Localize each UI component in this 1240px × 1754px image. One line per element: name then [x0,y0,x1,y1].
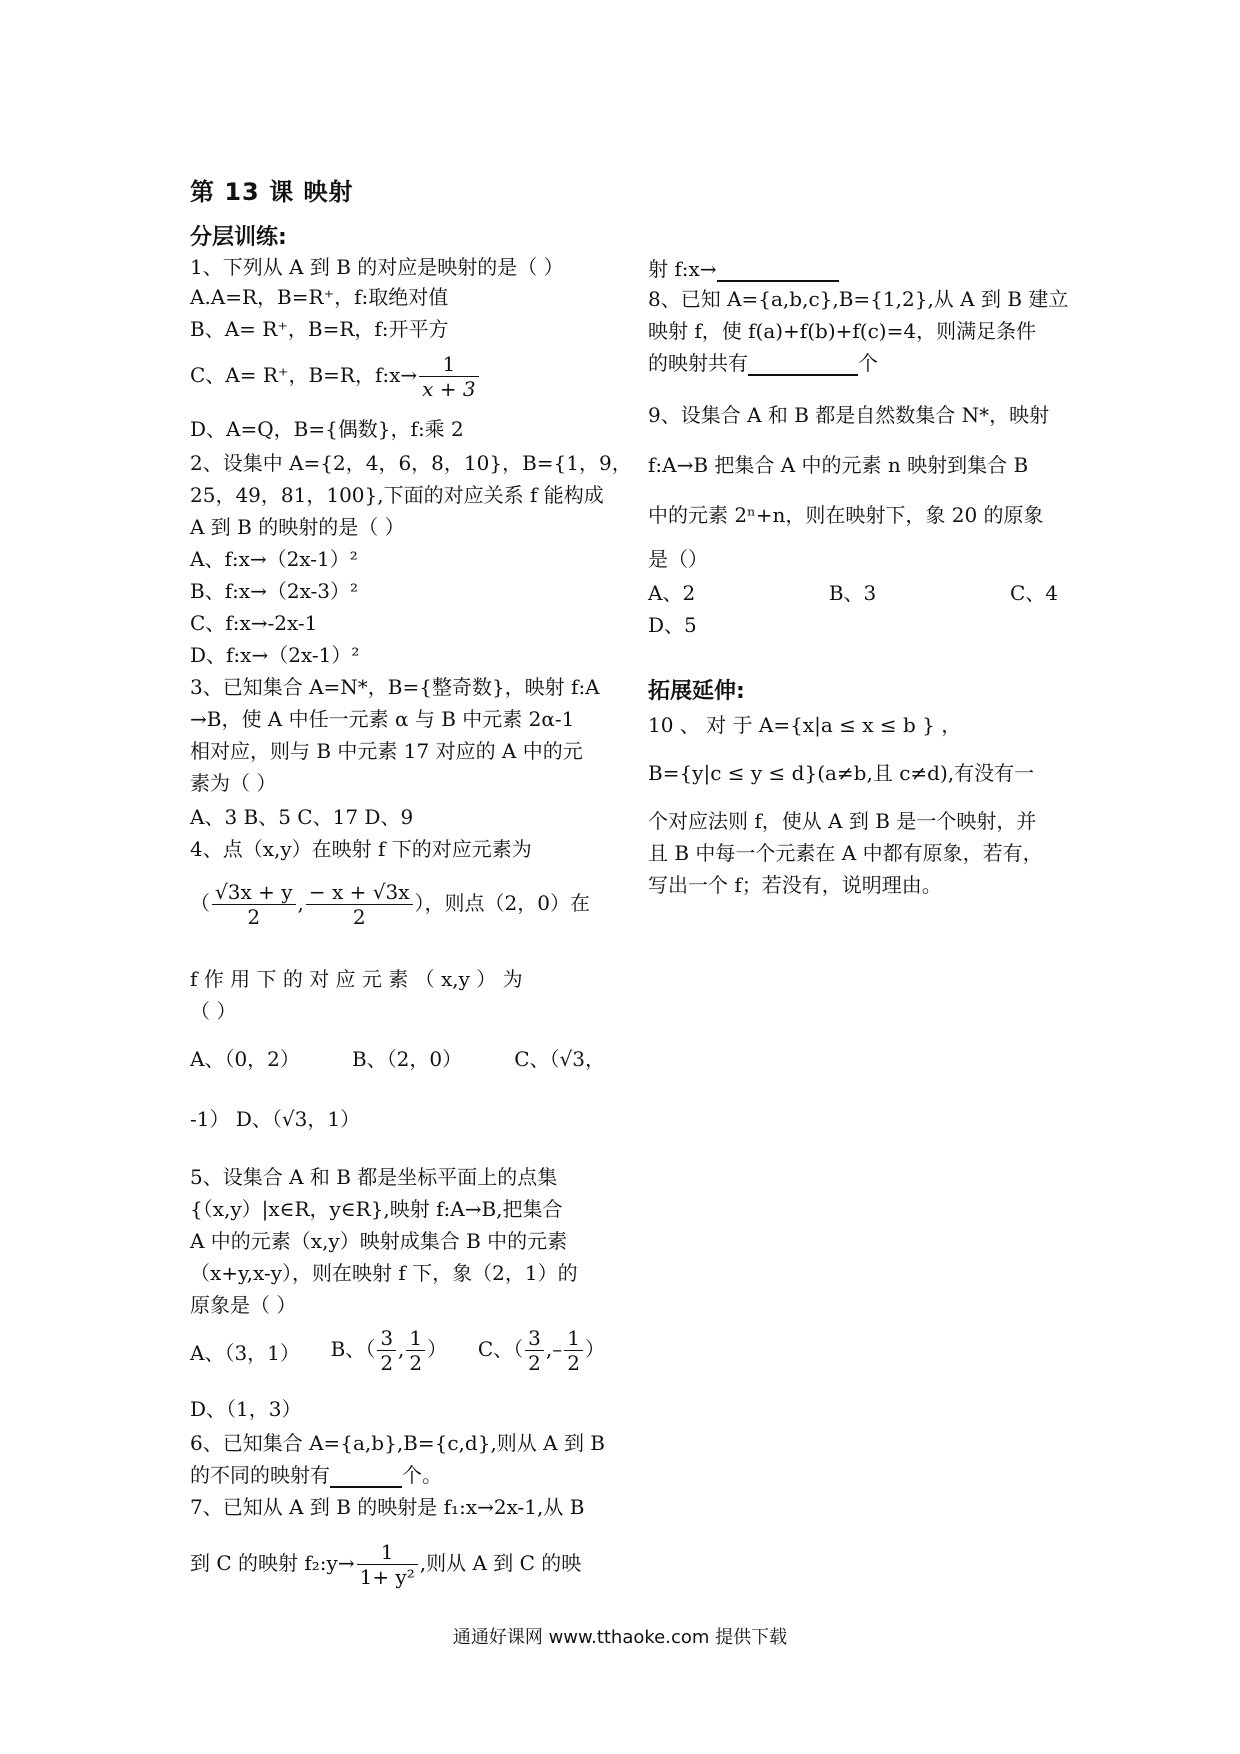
q10-line-4: 且 B 中每一个元素在 A 中都有原象，若有， [648,841,1043,865]
q1-stem: 1、下列从 A 到 B 的对应是映射的是（ ） [190,255,564,279]
q5-option-c-prefix: C、（ [477,1337,524,1361]
q6-answer-blank[interactable] [330,1466,402,1488]
q10-line-5: 写出一个 f；若没有，说明理由。 [648,873,942,897]
q5-option-c-close: ） [584,1337,605,1361]
q5-option-c-frac-1-num: 3 [525,1326,544,1351]
q5-option-a: A、（3，1） [190,1341,300,1365]
q4-option-a: A、（0，2） [190,1047,300,1071]
q3-options: A、3 B、5 C、17 D、9 [190,805,414,829]
q5-line-1: 5、设集合 A 和 B 都是坐标平面上的点集 [190,1165,558,1189]
q10-line-1: 10 、 对 于 A={x|a ≤ x ≤ b } ， [648,713,962,737]
q8-line-3-prefix: 的映射共有 [648,351,748,375]
q7-line-2 [190,1540,581,1589]
q4-options-row [190,1046,605,1072]
q5-options-row [190,1326,605,1380]
q5-option-b-frac-1 [377,1326,396,1375]
q8-answer-blank[interactable] [748,354,858,376]
q5-line-3: A 中的元素（x,y）映射成集合 B 中的元素 [190,1229,568,1253]
q2-line-3: A 到 B 的映射的是（ ） [190,515,405,539]
q5-option-c-frac-2-num: 1 [564,1326,583,1351]
q10-line-2: B={y|c ≤ y ≤ d}(a≠b,且 c≠d),有没有一 [648,761,1035,785]
q5-option-b-frac-2-den: 2 [409,1351,423,1375]
q5-option-b-prefix: B、（ [330,1337,376,1361]
lesson-title: 第 13 课 映射 [190,178,354,206]
q5-option-c-frac-2 [564,1326,583,1375]
q2-option-b: B、f:x→（2x-3）² [190,579,359,603]
q9-line-1: 9、设集合 A 和 B 都是自然数集合 N*，映射 [648,403,1050,427]
q4-fraction-2-den: 2 [352,905,366,929]
section-heading-extension: 拓展延伸: [648,679,745,704]
q1-option-c-prefix: C、A= R⁺，B=R，f:x→ [190,363,418,387]
q9-option-b: B、3 [828,581,877,605]
q4-line-1: 4、点（x,y）在映射 f 下的对应元素为 [190,837,532,861]
q2-option-d: D、f:x→（2x-1）² [190,643,360,667]
q5-option-c-frac-2-den: 2 [567,1351,580,1375]
q5-option-c-frac-1 [525,1326,544,1375]
q8-line-1: 8、已知 A={a,b,c},B={1,2},从 A 到 B 建立 [648,287,1069,311]
q7-line-3 [648,256,839,282]
q5-line-5: 原象是（ ） [190,1293,297,1317]
q3-line-4: 素为（ ） [190,771,277,795]
q8-line-3 [648,350,878,376]
q7-fraction-num: 1 [357,1540,418,1565]
q4-option-c: C、（√3， [514,1047,605,1071]
q4-open-paren: （ [190,891,210,915]
q1-option-d: D、A=Q，B={偶数}，f:乘 2 [190,417,464,441]
q4-line-3: f 作 用 下 的 对 应 元 素 （ x,y ） 为 [190,967,523,991]
q7-line-3-prefix: 射 f:x→ [648,257,717,281]
q7-fraction [357,1540,418,1589]
q2-line-1: 2、设集中 A={2，4，6，8，10}，B={1，9， [190,451,632,475]
q1-option-b: B、A= R⁺，B=R，f:开平方 [190,317,449,341]
q9-option-a: A、2 [648,581,696,605]
q5-option-b-frac-1-num: 3 [377,1326,396,1351]
q5-options-spread [190,1326,605,1380]
q5-line-4: （x+y,x-y），则在映射 f 下，象（2，1）的 [190,1261,578,1285]
q8-line-2: 映射 f，使 f(a)+f(b)+f(c)=4，则满足条件 [648,319,1037,343]
q5-option-b-close: ） [427,1337,448,1361]
q10-line-3: 个对应法则 f，使从 A 到 B 是一个映射，并 [648,809,1037,833]
q7-answer-blank[interactable] [717,260,839,282]
q9-options-row [648,580,1058,606]
q2-option-a: A、f:x→（2x-1）² [190,547,358,571]
q5-option-b-frac-2 [406,1326,425,1375]
q4-option-b: B、（2，0） [351,1047,463,1071]
q4-fraction-2-num: − x + √3x [306,880,413,905]
q9-line-3: 中的元素 2ⁿ+n，则在映射下，象 20 的原象 [648,503,1044,527]
q9-option-d: D、5 [648,613,697,637]
q9-options-spread [648,580,1058,606]
q9-line-2: f:A→B 把集合 A 中的元素 n 映射到集合 B [648,453,1029,477]
q8-line-3-suffix: 个 [858,351,878,375]
q1-fraction [419,352,478,401]
q5-option-d: D、（1，3） [190,1397,302,1421]
q5-option-b-frac-1-den: 2 [380,1351,394,1375]
q1-option-c [190,352,481,401]
q4-fraction-2 [306,880,413,929]
q2-option-c: C、f:x→-2x-1 [190,611,318,635]
q4-fraction-1-num: √3x + y [212,880,296,905]
q3-line-3: 相对应，则与 B 中元素 17 对应的 A 中的元 [190,739,583,763]
q1-fraction-den: x + 3 [422,377,476,401]
q4-line-2: （ $\frac{√3x + y}{2}$ , $\frac{- x + √3x}{2}$ ），则点（2，0）在 [190,880,590,929]
q9-option-c: C、4 [1009,581,1058,605]
q4-fraction-1-den: 2 [247,905,261,929]
q5-line-2: {（x,y）|x∈R，y∈R},映射 f:A→B,把集合 [190,1197,563,1221]
q3-line-2: →B，使 A 中任一元素 α 与 B 中元素 2α-1 [190,707,575,731]
q5-option-c: C、（ $\frac{3}{2}$ ,– $\frac{1}{2}$ ） [477,1326,605,1375]
q9-line-4: 是（） [648,547,708,571]
q6-line-2 [190,1462,442,1488]
q4-options-spread [190,1046,605,1072]
q1-option-a: A.A=R，B=R⁺，f:取绝对值 [190,285,449,309]
q5-option-b: B、（ $\frac{3}{2}$ , $\frac{1}{2}$ ） [330,1326,448,1375]
footer-credit: 通通好课网 www.tthaoke.com 提供下载 [452,1627,788,1648]
q1-fraction-num: 1 [419,352,478,377]
q7-line-1: 7、已知从 A 到 B 的映射是 f₁:x→2x-1,从 B [190,1495,585,1519]
q7-line-2-suffix: ,则从 A 到 C 的映 [419,1551,582,1575]
q5-option-c-frac-1-den: 2 [528,1351,541,1375]
q6-line-2-prefix: 的不同的映射有 [190,1463,330,1487]
q4-fraction-1 [212,880,296,929]
q5-option-b-frac-2-num: 1 [406,1326,425,1351]
q3-line-1: 3、已知集合 A=N*，B={整奇数}，映射 f:A [190,675,600,699]
q6-line-1: 6、已知集合 A={a,b},B={c,d},则从 A 到 B [190,1431,606,1455]
q2-line-2: 25，49，81，100},下面的对应关系 f 能构成 [190,483,604,507]
q4-line-2-suffix: ），则点（2，0）在 [414,891,590,915]
q7-fraction-den: 1+ y² [359,1565,415,1589]
q7-line-2-prefix: 到 C 的映射 f₂:y→ [190,1551,355,1575]
q4-line-4: （ ） [190,999,237,1023]
section-heading-layered: 分层训练: [190,225,287,250]
q6-line-2-suffix: 个。 [402,1463,442,1487]
q4-line-6: -1） D、（√3，1） [190,1107,361,1131]
